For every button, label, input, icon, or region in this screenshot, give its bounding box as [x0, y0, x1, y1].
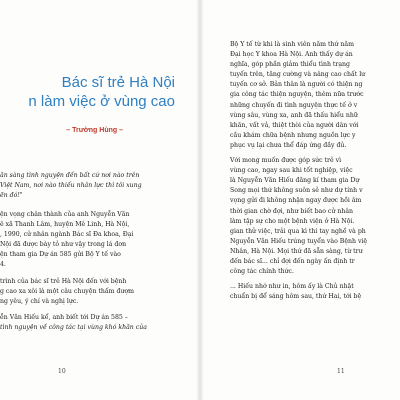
page-number-left: 10	[58, 368, 66, 375]
epigraph-line: ẽn đó!"	[0, 192, 23, 199]
title-line-1: Bác sĩ trẻ Hà Nội	[61, 74, 175, 91]
epigraph-line: ăn sàng tình nguyện đến bất cứ nơi nào trên	[0, 172, 140, 179]
text-line: vùng cao, ngay sau khi tốt nghiệp, việc	[230, 167, 353, 175]
text-line: đến bác sĩ... chỉ đợi đến ngày ấn định tr	[230, 257, 355, 265]
epigraph-line: Việt Nam, nơi nào thiếu nhân lực thì tôi xung	[0, 182, 142, 189]
text-line: g cao xa xôi là một câu chuyện thấm đượm	[0, 287, 135, 295]
right-body-text	[230, 40, 400, 302]
text-line: gia công tác thiện nguyện, thêm nữa trước	[230, 91, 364, 99]
text-line: những chuyến đi tình nguyện thực tế ở v	[230, 101, 358, 109]
left-body-text	[0, 210, 190, 333]
text-line: ện vọng chân thành của anh Nguyễn Văn	[0, 211, 130, 218]
text-line: Song mọi thứ không suôn sẻ như dự tính v	[230, 187, 363, 195]
text-line: phục vụ lại chưa thể đáp ứng đầy đủ.	[230, 141, 347, 149]
epigraph-quote	[0, 171, 192, 201]
left-page	[0, 0, 199, 400]
text-line: Nguyễn Văn Hiếu trúng tuyển vào Bệnh việ	[230, 237, 368, 245]
text-line: vọng gửi đi không nhận ngay được hồi âm	[230, 197, 362, 205]
text-line: ... Hiếu nhớ như in, hôm ấy là Chủ nhật	[230, 283, 354, 291]
text-line: gian thử việc, trải qua kì thi tay nghề và ph	[230, 227, 366, 235]
text-line: Bộ Y tế từ khi là sinh viên năm thứ năm	[230, 41, 354, 48]
text-line: công tác chính thức.	[230, 268, 294, 276]
text-line: Đại học Y khoa Hà Nội. Anh thấy dự án	[230, 51, 353, 59]
text-line: ện tham gia Dự án 585 gửi Bộ Y tế vào	[0, 251, 121, 259]
text-line: Nội đã được bày tỏ như vậy trong lá đơn	[0, 241, 127, 249]
text-line: Với mong muốn được góp sức trẻ vì	[230, 157, 342, 165]
text-line: ễn Văn Hiếu kể, anh biết tới Dự án 585 –	[0, 313, 128, 321]
book-gutter	[196, 0, 204, 400]
text-line: làm tập sự cho một bệnh viện ở Hà Nội.	[230, 217, 355, 225]
right-page	[201, 0, 400, 400]
text-line-italic: tình nguyện về công tác tại vùng khó khăn của	[0, 323, 147, 331]
title-line-2: n làm việc ở vùng cao	[28, 93, 175, 110]
text-line: tuyến cơ sở. Bản thân là người có thiện ng	[230, 81, 363, 89]
text-line: trình của bác sĩ trẻ Hà Nội đến với bệnh	[0, 277, 127, 285]
text-line: ê xã Thanh Lâm, huyện Mê Linh, Hà Nội,	[0, 221, 130, 229]
text-line: nghĩa, góp phần giảm thiểu tình trạng	[230, 61, 350, 69]
page-number-right: 11	[337, 368, 345, 375]
text-line: cầu khám chữa bệnh nhưng nguồn lực y	[230, 131, 356, 139]
text-line: là Nguyễn Văn Hiếu đăng kí tham gia Dự	[230, 177, 360, 185]
text-line: chuẩn bị để sáng hôm sau, thứ Hai, tới bệ	[230, 293, 362, 301]
text-line: vùng sâu, vùng xa, anh đã thấu hiểu nhữ	[230, 111, 358, 119]
text-line: 4.	[0, 261, 6, 269]
text-line: thời gian chờ đợi, như biết bao cử nhân	[230, 207, 353, 215]
text-line: ng yêu, ý chí và nghị lực.	[0, 297, 79, 305]
text-line: , 1990, cử nhân ngành Bác sĩ Đa khoa, Đại	[0, 231, 134, 239]
author-byline: – Trường Hùng –	[66, 127, 123, 134]
chapter-title	[28, 73, 175, 111]
text-line: tuyến trên, tăng cường và nâng cao chất lư	[230, 71, 366, 79]
text-line: Nhân, Hà Nội. Mọi thứ đã sẵn sàng, từ trư	[230, 247, 363, 255]
text-line: khăn, vất vả, thiệt thòi của người dân với	[230, 121, 359, 129]
